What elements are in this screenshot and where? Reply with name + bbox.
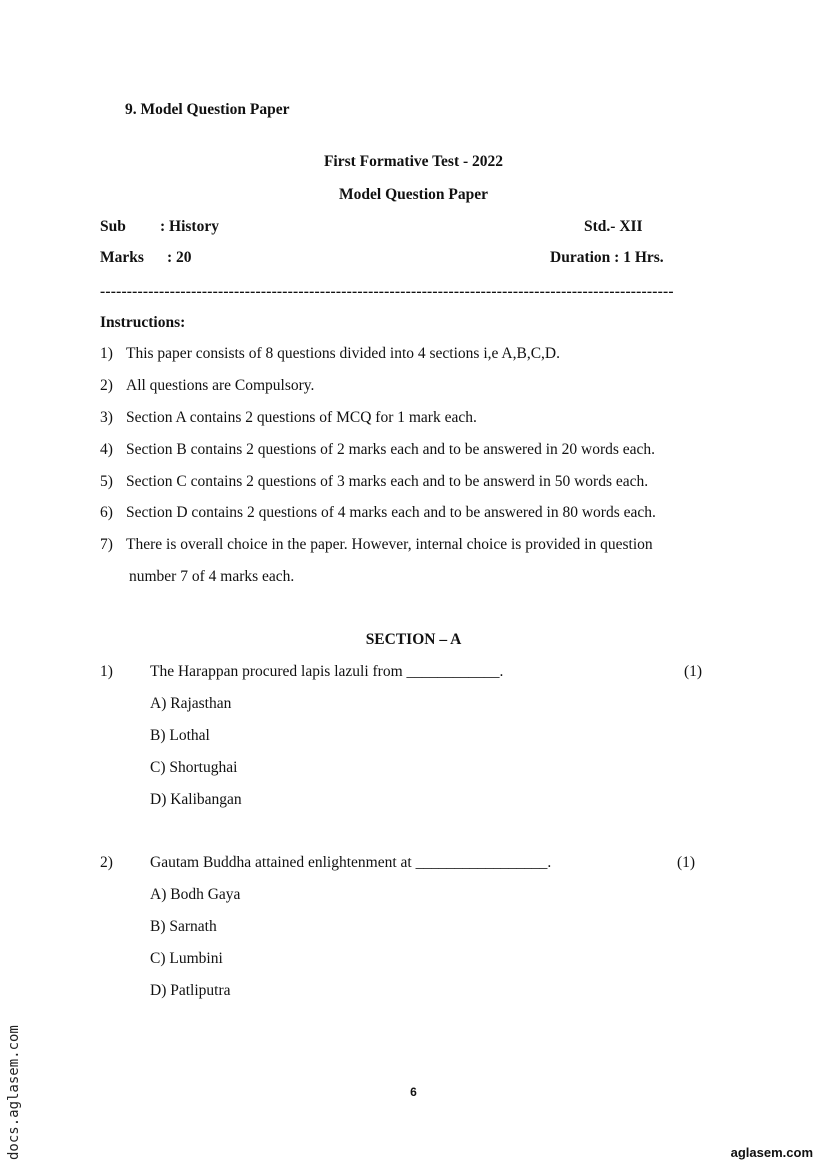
subject-label: Sub bbox=[100, 218, 126, 235]
question-marks: (1) bbox=[684, 663, 703, 680]
test-title: First Formative Test - 2022 bbox=[323, 153, 504, 170]
option: D) Kalibangan bbox=[150, 791, 242, 808]
document-heading: 9. Model Question Paper bbox=[125, 101, 290, 118]
standard: Std.- XII bbox=[584, 218, 643, 235]
instruction-text: This paper consists of 8 questions divided into 4 sections i,e A,B,C,D. bbox=[126, 345, 560, 362]
footer-brand: aglasem.com bbox=[730, 1145, 813, 1160]
instruction-text: Section D contains 2 questions of 4 marks each and to be answered in 80 words each. bbox=[126, 504, 656, 521]
question-number: 2) bbox=[100, 854, 113, 871]
subject-value: : History bbox=[160, 218, 219, 235]
instruction-text: Section B contains 2 questions of 2 marks each and to be answered in 20 words each. bbox=[126, 441, 656, 458]
instruction-number: 7) bbox=[100, 536, 113, 553]
instruction-number: 1) bbox=[100, 345, 113, 362]
option: C) Lumbini bbox=[150, 950, 223, 967]
option: B) Sarnath bbox=[150, 918, 217, 935]
instruction-text: There is overall choice in the paper. However, internal choice is provided in question bbox=[126, 536, 653, 553]
instruction-text: All questions are Compulsory. bbox=[126, 377, 315, 394]
question-marks: (1) bbox=[677, 854, 696, 871]
instruction-number: 3) bbox=[100, 409, 113, 426]
instruction-number: 4) bbox=[100, 441, 113, 458]
instruction-text: Section C contains 2 questions of 3 marks each and to be answerd in 50 words each. bbox=[126, 473, 649, 490]
question-text: The Harappan procured lapis lazuli from ____________. bbox=[150, 663, 504, 680]
question-text: Gautam Buddha attained enlightenment at _________________. bbox=[150, 854, 552, 871]
duration: Duration : 1 Hrs. bbox=[550, 249, 664, 266]
page-number: 6 bbox=[410, 1085, 417, 1099]
instruction-text: Section A contains 2 questions of MCQ for 1 mark each. bbox=[126, 409, 477, 426]
option: A) Bodh Gaya bbox=[150, 886, 241, 903]
instructions-title: Instructions: bbox=[100, 314, 186, 331]
instruction-continuation: number 7 of 4 marks each. bbox=[129, 568, 295, 585]
option: D) Patliputra bbox=[150, 982, 231, 999]
marks-value: : 20 bbox=[167, 249, 192, 266]
option: C) Shortughai bbox=[150, 759, 238, 776]
option: A) Rajasthan bbox=[150, 695, 232, 712]
side-watermark: docs.aglasem.com bbox=[6, 1025, 22, 1160]
instruction-number: 2) bbox=[100, 377, 113, 394]
marks-label: Marks bbox=[100, 249, 144, 266]
paper-title: Model Question Paper bbox=[339, 186, 488, 203]
question-number: 1) bbox=[100, 663, 113, 680]
section-title: SECTION – A bbox=[365, 631, 462, 648]
dashed-divider: ----------------------------------------------------------------------------------------------------------- bbox=[100, 283, 674, 297]
instruction-number: 6) bbox=[100, 504, 113, 521]
option: B) Lothal bbox=[150, 727, 210, 744]
instruction-number: 5) bbox=[100, 473, 113, 490]
